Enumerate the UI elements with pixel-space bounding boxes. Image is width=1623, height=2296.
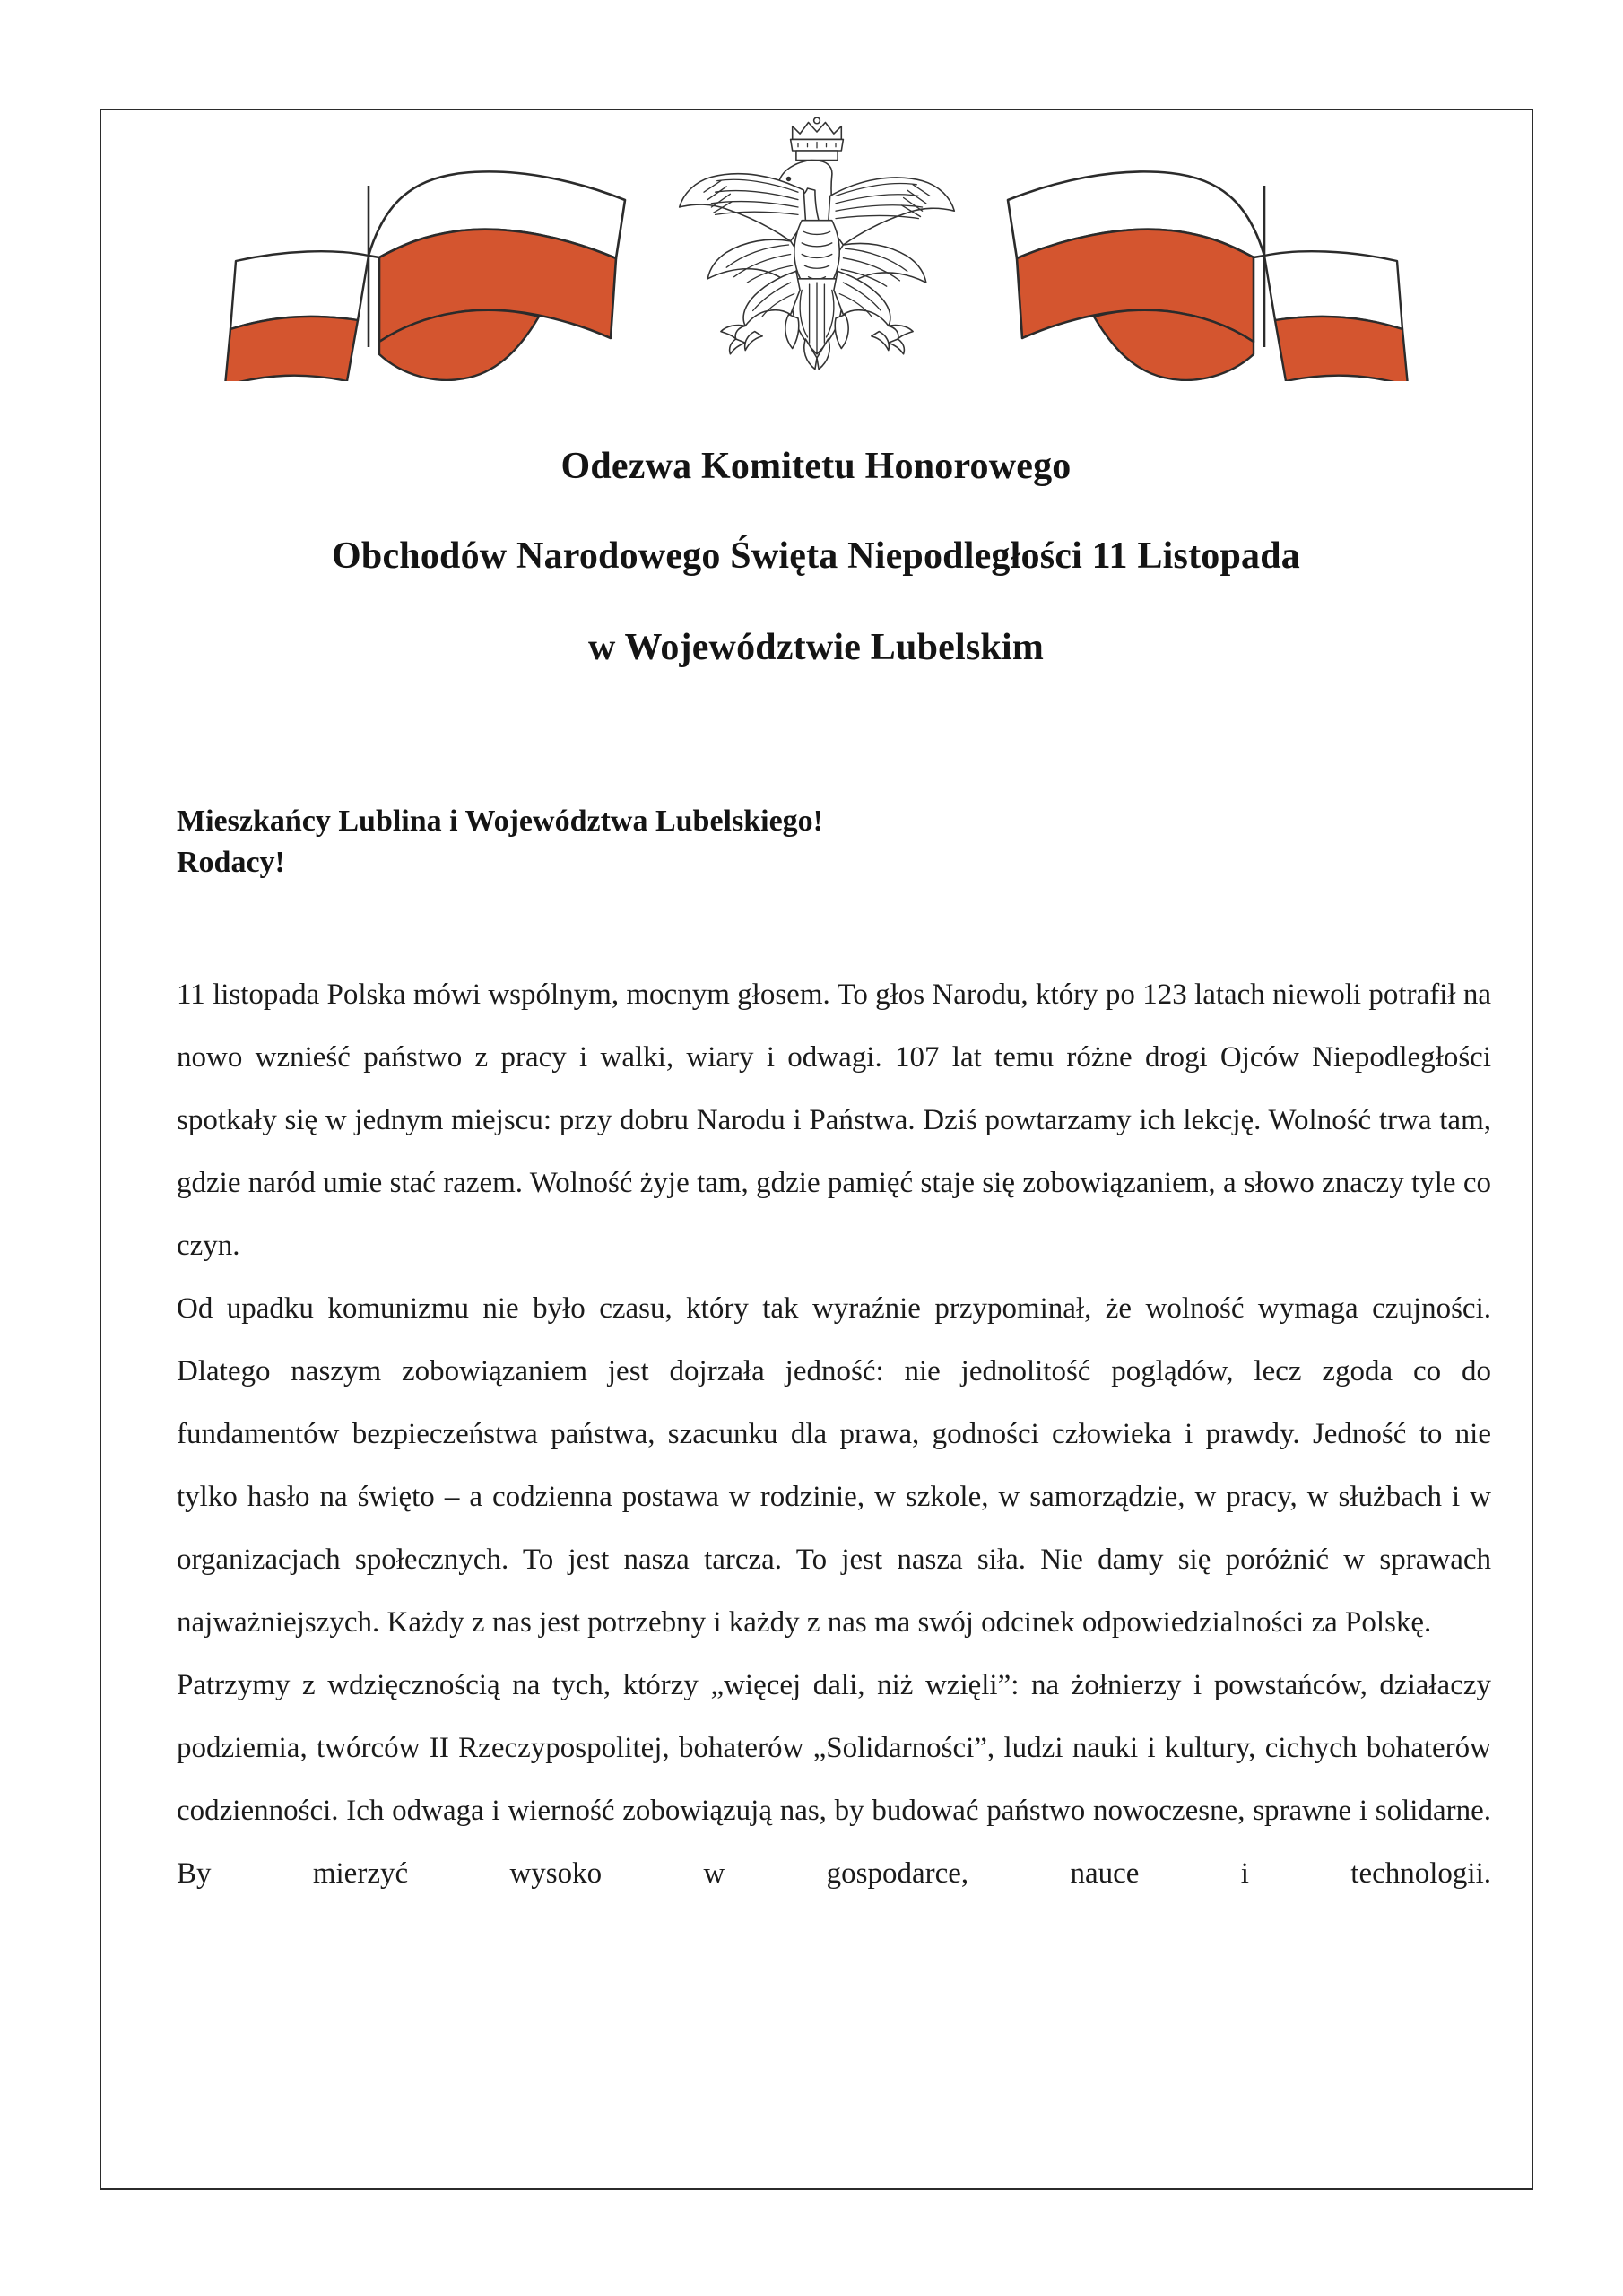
body-paragraph: Patrzymy z wdzięcznością na tych, którzy „więcej dali, niż wzięli”: na żołnierzy i powstańców, działaczy podziemia, twórców II Rzeczypospolitej, bohaterów „Solidarności”, ludzi nauki i kultury, cichych bohaterów codzienności. Ich odwaga i wierność zobowiązują nas, by budować państwo nowoczesne, sprawne i solidarne. By mierzyć wysoko w gospodarce, nauce i technologii. xyxy=(177,1669,1491,1890)
polish-eagle-emblem xyxy=(680,117,955,370)
body-text xyxy=(177,963,1491,1905)
salutation-block xyxy=(177,801,1491,883)
heading-line-3: w Województwie Lubelskim xyxy=(587,627,1045,668)
body-paragraph: 11 listopada Polska mówi wspólnym, mocnym głosem. To głos Narodu, który po 123 latach niewoli potrafił na nowo wznieść państwo z pracy i walki, wiary i odwagi. 107 lat temu różne drogi Ojców Niepodległości spotkały się w jednym miejscu: przy dobru Narodu i Państwa. Dziś powtarzamy ich lekcję. Wolność trwa tam, gdzie naród umie stać razem. Wolność żyje tam, gdzie pamięć staje się zobowiązaniem, a słowo znaczy tyle co czyn. xyxy=(177,978,1491,1262)
document-headings xyxy=(152,441,1480,673)
salutation-line-2: Rodacy! xyxy=(177,846,285,879)
polish-flag-right xyxy=(1008,171,1408,381)
salutation-line-1: Mieszkańcy Lublina i Województwa Lubelskiego! xyxy=(177,804,823,838)
heading-line-1: Odezwa Komitetu Honorowego xyxy=(560,446,1072,487)
masthead-graphics xyxy=(100,112,1533,381)
polish-flag-left xyxy=(225,171,625,381)
body-paragraph: Od upadku komunizmu nie było czasu, który tak wyraźnie przypominał, że wolność wymaga czujności. Dlatego naszym zobowiązaniem jest dojrzała jedność: nie jednolitość poglądów, lecz zgoda co do fundamentów bezpieczeństwa państwa, szacunku dla prawa, godności człowieka i prawdy. Jedność to nie tylko hasło na święto – a codzienna postawa w rodzinie, w szkole, w samorządzie, w pracy, w służbach i w organizacjach społecznych. To jest nasza tarcza. To jest nasza siła. Nie damy się poróżnić w sprawach najważniejszych. Każdy z nas jest potrzebny i każdy z nas ma swój odcinek odpowiedzialności za Polskę. xyxy=(177,1292,1491,1639)
heading-line-2: Obchodów Narodowego Święta Niepodległości 11 Listopada xyxy=(332,535,1300,577)
masthead xyxy=(100,112,1533,381)
